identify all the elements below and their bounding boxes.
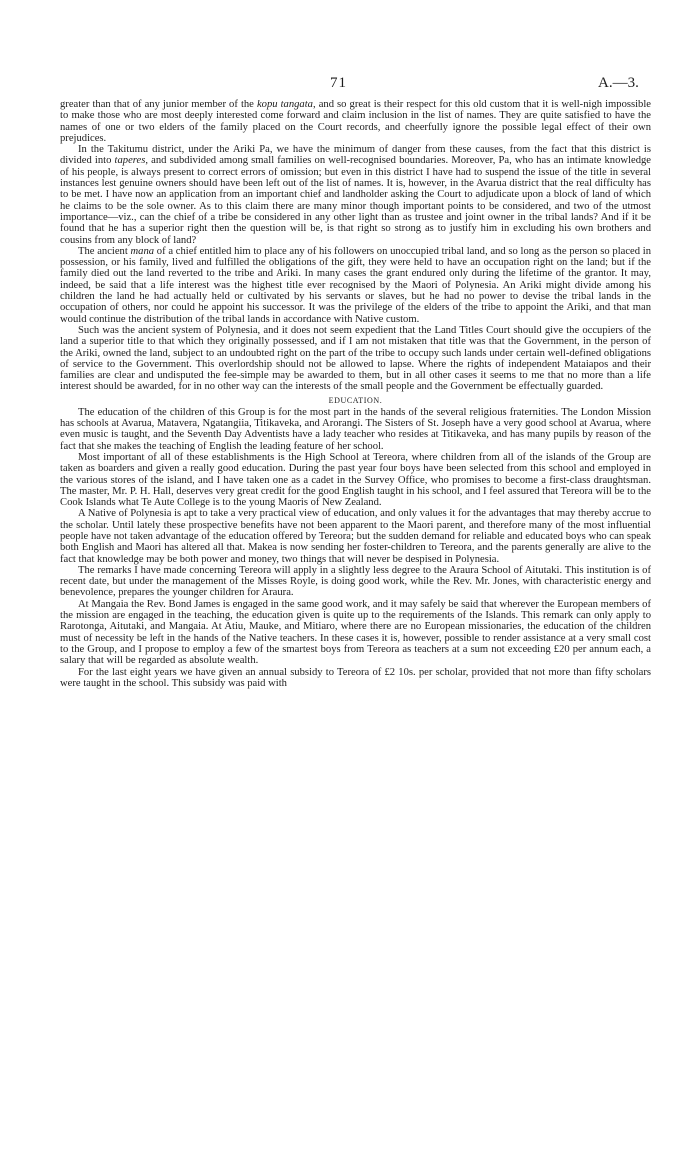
- document-reference: A.—3.: [598, 75, 639, 91]
- paragraph: [60, 599, 651, 667]
- section-heading: EDUCATION.: [328, 395, 383, 405]
- paragraph: [60, 144, 651, 246]
- italic-term: kopu tangata: [256, 99, 313, 110]
- text-run: Most important of all of these establishments is the High School at Tereora, where children from all of the islands of the Group are taken as boarders and given a really good education. During the past year four boys have been selected from this school and employed in the various stores of the island, and I have taken one as a cadet in the Survey Office, who promises to become a first-class draughtsman. The master, Mr. P. H. Hall, deserves very great credit for the good English taught in his school, and I feel assured that Tereora will be to the Cook Islands what Te Aute College is to the young Maoris of New Zealand.: [60, 451, 651, 509]
- paragraph: [60, 246, 651, 325]
- paragraph: [60, 99, 651, 144]
- text-run: At Mangaia the Rev. Bond James is engaged in the same good work, and it may safely be said that wherever the European members of the mission are engaged in the teaching, the education given is quite up to the requirements of the Islands. This remark can only apply to Rarotonga, Aitutaki, and Mangaia. At Atiu, Mauke, and Mitiaro, where there are no European missionaries, the education of the children must of necessity be left in the hands of the Native teachers. In these cases it is, however, possible to render assistance at a very small cost to the Group, and I propose to employ a few of the smartest boys from Tereora as teachers at a sum not exceeding £20 per annum each, a salary that will be regarded as absolute wealth.: [60, 598, 651, 667]
- text-run: For the last eight years we have given an annual subsidy to Tereora of £2 10s. per scholar, provided that not more than fifty scholars were taught in the school. This subsidy was paid with: [60, 666, 651, 689]
- text-run: The remarks I have made concerning Tereora will apply in a slightly less degree to the Araura School of Aitutaki. This institution is of recent date, but under the management of the Misses Royle, is doing good work, while the Rev. Mr. Jones, with characteristic energy and benevolence, prepares the younger children for Araura.: [60, 564, 651, 599]
- text-run: of a chief entitled him to place any of his followers on unoccupied tribal land, and so long as the person so placed in possession, or his family, lived and fulfilled the obligations of the gift, they were held to have an occupation right on the land; but if the family died out the land reverted to the tribe and Ariki. In many cases the grant endured only during the lifetime of the grantor. It may, indeed, be said that a life interest was the highest title ever recognised by the Maori of Polynesia. An Ariki might divide among his children the land he had actually held or cultivated by his servants or slaves, but he had no power to devise the tribal lands in the occupation of others, nor could he appoint his successor. It was the privilege of the elders of the tribe to appoint the Ariki, and that man would continue the distribution of the tribal lands in accordance with Native custom.: [60, 245, 652, 325]
- paragraph: [60, 407, 651, 452]
- body-text: [60, 99, 651, 689]
- text-run: , and subdivided among small families on well-recognised boundaries. Moreover, Pa, who has an intimate knowledge of his people, is always present to correct errors of omission; but even in this district I have had to suspend the issue of the title in several instances lest genuine owners should have been left out of the list of names. It is, however, in the Avarua district that the real difficulty has to be met. I have now an application from an important chief and landholder asking the Court to adjudicate upon a block of land of which he claims to be the sole owner. As to this claim there are many minor though important points to be considered, and two of the utmost importance—viz., can the chief of a tribe be considered in any other light than as trustee and joint owner in the tribal lands? And if it be found that he has a superior right then the question will be, is that right so strong as to justify him in excluding his own brothers and cousins from any block of land?: [60, 155, 651, 246]
- paragraph: [60, 508, 651, 564]
- paragraphs-part2: [60, 407, 651, 689]
- paragraph: [60, 565, 651, 599]
- text-run: Such was the ancient system of Polynesia, and it does not seem expedient that the Land Titles Court should give the occupiers of the land a superior title to that which they originally possessed, and if I am not mistaken that title was that the Government, in the person of the Ariki, owned the land, subject to an undoubted right on the part of the tribe to occupy such lands under certain well-defined obligations of service to the Government. This overlordship should not be allowed to lapse. Where the rights of independent Mataiapos and their families are clear and undisputed the fee-simple may be awarded to them, but in all other cases it seems to me that no more than a life interest should be awarded, for in no other way can the interests of the small people and the Government be effectually guarded.: [60, 324, 651, 393]
- paragraph: [60, 452, 651, 508]
- paragraph: [60, 325, 651, 393]
- italic-term: mana: [130, 245, 155, 257]
- paragraph: [60, 667, 651, 690]
- page-number: 71: [330, 75, 347, 91]
- text-run: In the Takitumu district, under the Ariki Pa, we have the minimum of danger from these causes, from the fact that this district is divided into: [60, 144, 651, 167]
- text-run: , and so great is their respect for this old custom that it is well-nigh impossible to make those who are most deeply interested come forward and claim inclusion in the list of names. They are quite satisfied to have the names of one or two elders of the family placed on the Court records, and cheerfully ignore the possible legal effect of their own prejudices.: [60, 99, 651, 144]
- paragraphs-part1: [60, 99, 651, 393]
- italic-term: taperes: [114, 155, 146, 167]
- text-run: greater than that of any junior member of the: [60, 99, 257, 110]
- text-run: The education of the children of this Group is for the most part in the hands of the several religious fraternities. The London Mission has schools at Avarua, Matavera, Ngatangiia, Titikaveka, and Arorangi. The Sisters of St. Joseph have a very good school at Avarua, where even music is taught, and the Seventh Day Adventists have a lady teacher who resides at Titikaveka, and has many pupils by reason of the fact that she makes the teaching of English the leading feature of her school.: [60, 406, 651, 452]
- text-run: A Native of Polynesia is apt to take a very practical view of education, and only values it for the advantages that may thereby accrue to the scholar. Until lately these prospective benefits have not been apparent to the Maori parent, and therefore many of the most influential people have not taken advantage of the education offered by Tereora; but the sudden demand for reliable and educated boys who can speak both English and Maori has altered all that. Makea is now sending her foster-children to Tereora, and the parents generally are alive to the fact that knowledge may be both power and money, two things that will never be despised in Polynesia.: [60, 508, 651, 565]
- text-run: The ancient: [78, 245, 131, 257]
